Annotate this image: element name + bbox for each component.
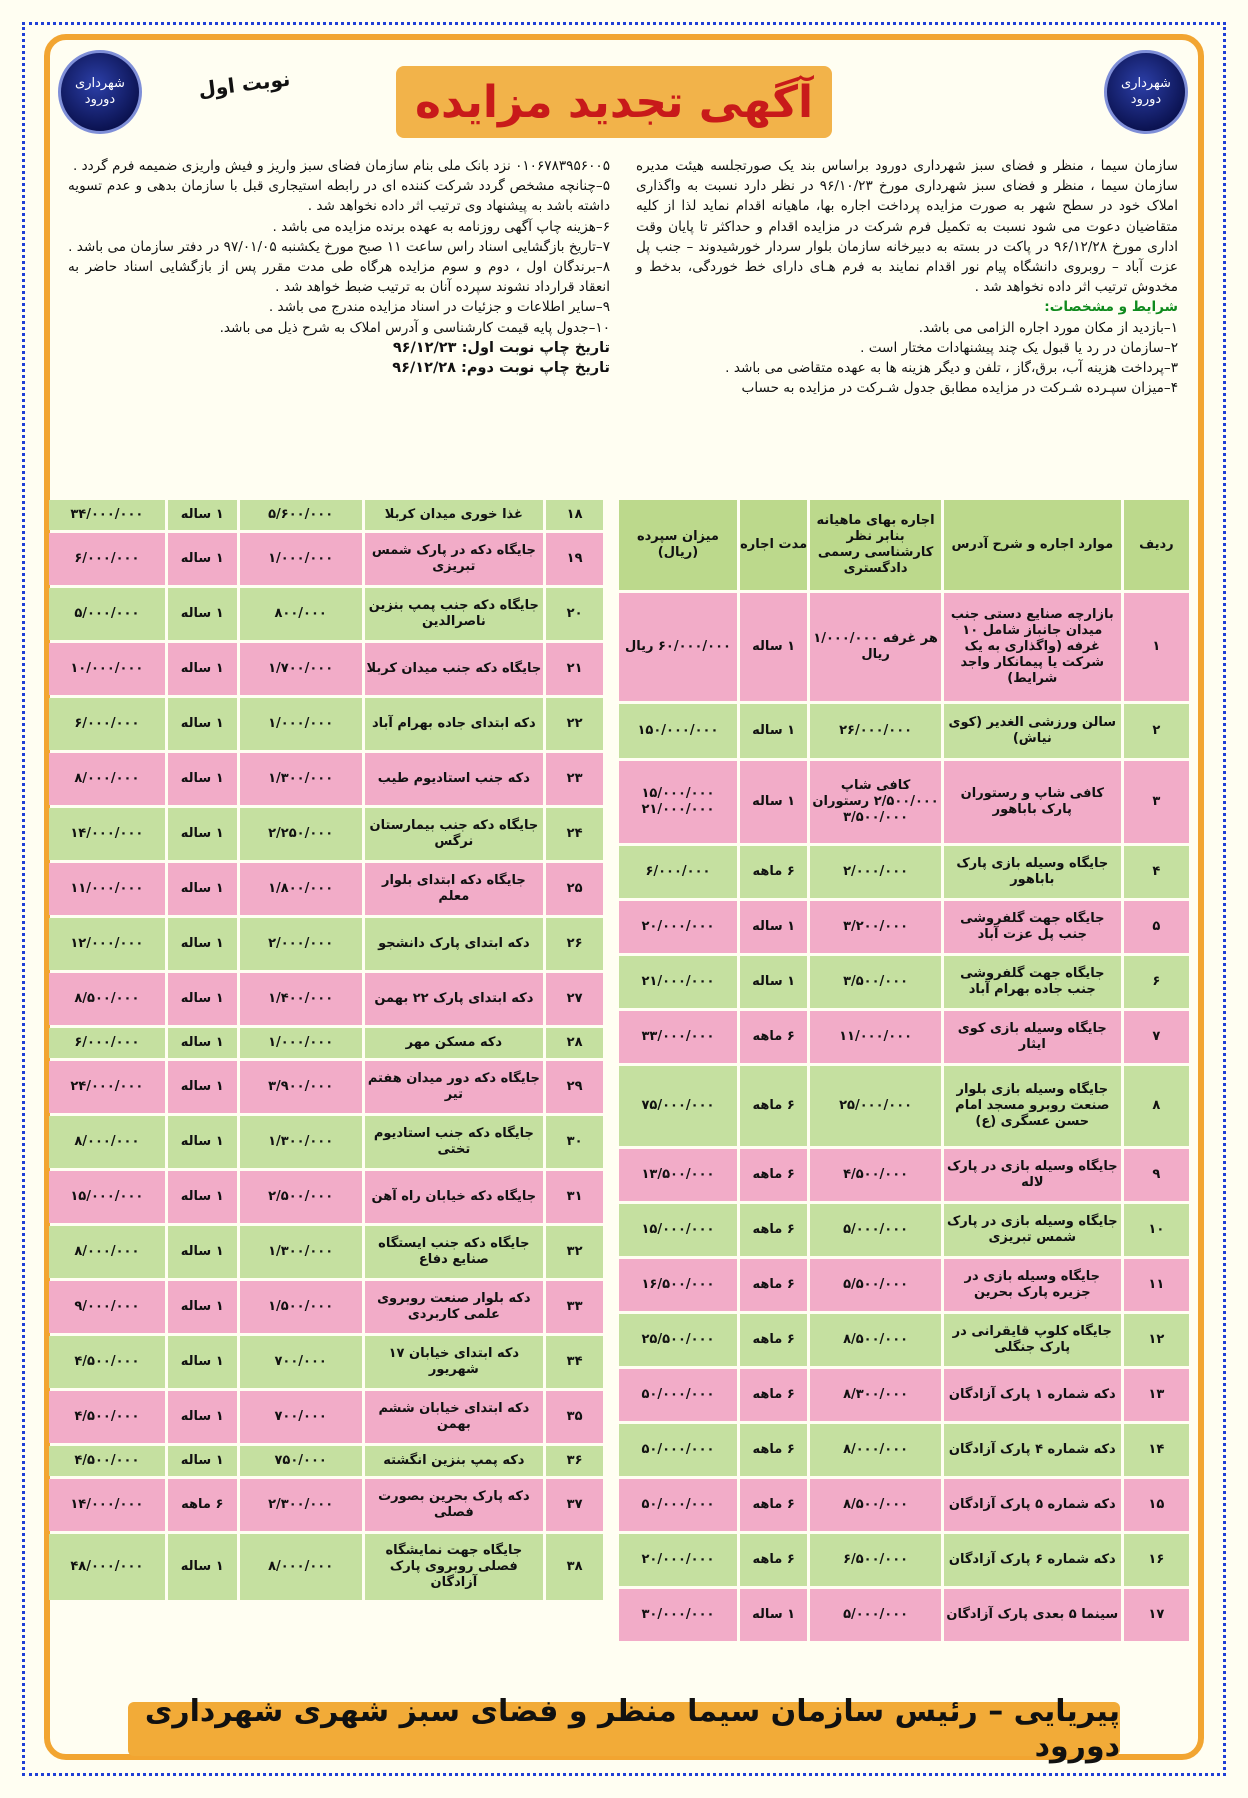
description-cell: سینما ۵ بعدی پارک آزادگان bbox=[944, 1589, 1121, 1641]
monthly-rent-cell: ۳/۹۰۰/۰۰۰ bbox=[240, 1061, 362, 1113]
print-date-first: تاریخ چاپ نوبت اول: ۹۶/۱۲/۲۳ bbox=[392, 339, 610, 356]
deposit-cell: ۱۴/۰۰۰/۰۰۰ bbox=[49, 808, 165, 860]
table-row bbox=[49, 1028, 603, 1058]
row-number-cell: ۲ bbox=[1124, 704, 1189, 758]
row-number-cell: ۱۲ bbox=[1124, 1314, 1189, 1366]
monthly-rent-cell: ۲/۳۰۰/۰۰۰ bbox=[240, 1479, 362, 1531]
lease-period-cell: ۶ ماهه bbox=[740, 1424, 807, 1476]
row-number-cell: ۱۱ bbox=[1124, 1259, 1189, 1311]
lease-period-cell: ۶ ماهه bbox=[740, 1259, 807, 1311]
lease-period-cell: ۱ ساله bbox=[168, 918, 237, 970]
lease-period-cell: ۱ ساله bbox=[168, 1116, 237, 1168]
description-cell: سالن ورزشی الغدیر (کوی نیاش) bbox=[944, 704, 1121, 758]
deposit-cell: ۸/۰۰۰/۰۰۰ bbox=[49, 1116, 165, 1168]
condition-item: ۵–چنانچه مشخص گردد شرکت کننده ای در رابطه استیجاری قبل با سازمان بدهی و عدم تسویه داشته باشد به پیشنهاد وی ترتیب اثر داده نخواهد شد . bbox=[68, 178, 610, 215]
monthly-rent-cell: ۵/۰۰۰/۰۰۰ bbox=[810, 1204, 941, 1256]
deposit-cell: ۶/۰۰۰/۰۰۰ bbox=[49, 698, 165, 750]
row-number-cell: ۱ bbox=[1124, 593, 1189, 701]
deposit-cell: ۵۰/۰۰۰/۰۰۰ bbox=[619, 1369, 737, 1421]
deposit-cell: ۱۰/۰۰۰/۰۰۰ bbox=[49, 643, 165, 695]
deposit-cell: ۱۵/۰۰۰/۰۰۰ bbox=[49, 1171, 165, 1223]
condition-item: ۸–برندگان اول ، دوم و سوم مزایده هرگاه طی مدت مقرر پس از بازگشایی اسناد حاضر به انعقاد قرارداد نشوند سپرده آنان به ترتیب ضبط خواهد شد . bbox=[68, 259, 610, 296]
table-row bbox=[619, 1259, 1189, 1311]
condition-item: ۰۱۰۶۷۸۳۹۵۶۰۰۵ نزد بانک ملی بنام سازمان فضای سبز واریز و فیش واریزی ضمیمه فرم گردد . bbox=[72, 158, 610, 174]
deposit-cell: ۱۳/۵۰۰/۰۰۰ bbox=[619, 1149, 737, 1201]
lease-period-cell: ۱ ساله bbox=[168, 1281, 237, 1333]
table-row bbox=[619, 1534, 1189, 1586]
description-cell: غذا خوری میدان کربلا bbox=[365, 500, 544, 530]
row-number-cell: ۴ bbox=[1124, 846, 1189, 898]
municipality-logo-left bbox=[58, 50, 142, 134]
deposit-cell: ۱۵۰/۰۰۰/۰۰۰ bbox=[619, 704, 737, 758]
header-deposit: میزان سپرده (ریال) bbox=[619, 500, 737, 590]
monthly-rent-cell: ۷۵۰/۰۰۰ bbox=[240, 1446, 362, 1476]
table-row bbox=[49, 1281, 603, 1333]
table-row bbox=[619, 1424, 1189, 1476]
condition-item: ۳–پرداخت هزینه آب، برق،گاز ، تلفن و دیگر هزینه ها به عهده متقاضی می باشد . bbox=[725, 360, 1178, 377]
monthly-rent-cell: ۱/۳۰۰/۰۰۰ bbox=[240, 753, 362, 805]
print-date-second: تاریخ چاپ نوبت دوم: ۹۶/۱۲/۲۸ bbox=[392, 360, 610, 377]
table-row bbox=[49, 1116, 603, 1168]
auction-table-right bbox=[616, 497, 1192, 1644]
row-number-cell: ۳۸ bbox=[546, 1534, 603, 1600]
deposit-cell: ۶/۰۰۰/۰۰۰ bbox=[619, 846, 737, 898]
description-cell: جایگاه کلوپ قایقرانی در پارک جنگلی bbox=[944, 1314, 1121, 1366]
deposit-cell: ۴/۵۰۰/۰۰۰ bbox=[49, 1446, 165, 1476]
description-cell: دکه شماره ۴ پارک آزادگان bbox=[944, 1424, 1121, 1476]
row-number-cell: ۳ bbox=[1124, 761, 1189, 843]
description-cell: جایگاه وسیله بازی در جزیره پارک بحرین bbox=[944, 1259, 1121, 1311]
header-row-number: ردیف bbox=[1124, 500, 1189, 590]
monthly-rent-cell: ۵/۰۰۰/۰۰۰ bbox=[810, 1589, 941, 1641]
description-cell: جایگاه وسیله بازی در پارک لاله bbox=[944, 1149, 1121, 1201]
table-row bbox=[49, 1336, 603, 1388]
row-number-cell: ۲۷ bbox=[546, 973, 603, 1025]
monthly-rent-cell: ۱/۸۰۰/۰۰۰ bbox=[240, 863, 362, 915]
deposit-cell: ۷۵/۰۰۰/۰۰۰ bbox=[619, 1066, 737, 1146]
row-number-cell: ۲۳ bbox=[546, 753, 603, 805]
row-number-cell: ۱۳ bbox=[1124, 1369, 1189, 1421]
row-number-cell: ۱۶ bbox=[1124, 1534, 1189, 1586]
deposit-cell: ۲۵/۵۰۰/۰۰۰ bbox=[619, 1314, 737, 1366]
description-cell: جایگاه دکه جنب پمپ بنزین ناصرالدین bbox=[365, 588, 544, 640]
description-cell: جایگاه دکه جنب میدان کربلا bbox=[365, 643, 544, 695]
auction-table-left bbox=[46, 497, 606, 1603]
description-cell: جایگاه وسیله بازی بلوار صنعت روبرو مسجد امام حسن عسگری (ع) bbox=[944, 1066, 1121, 1146]
lease-period-cell: ۶ ماهه bbox=[740, 1369, 807, 1421]
monthly-rent-cell: ۸/۵۰۰/۰۰۰ bbox=[810, 1314, 941, 1366]
lease-period-cell: ۱ ساله bbox=[740, 761, 807, 843]
row-number-cell: ۸ bbox=[1124, 1066, 1189, 1146]
table-row bbox=[49, 698, 603, 750]
description-cell: جایگاه جهت گلفروشی جنب جاده بهرام آباد bbox=[944, 956, 1121, 1008]
conditions-title: شرایط و مشخصات: bbox=[1044, 299, 1178, 316]
deposit-cell: ۵۰/۰۰۰/۰۰۰ bbox=[619, 1424, 737, 1476]
table-row bbox=[619, 1066, 1189, 1146]
description-cell: دکه شماره ۵ پارک آزادگان bbox=[944, 1479, 1121, 1531]
monthly-rent-cell: ۱/۰۰۰/۰۰۰ bbox=[240, 1028, 362, 1058]
monthly-rent-cell: ۴/۵۰۰/۰۰۰ bbox=[810, 1149, 941, 1201]
logo-text-right: شهرداری دورود bbox=[1121, 76, 1171, 107]
row-number-cell: ۳۷ bbox=[546, 1479, 603, 1531]
lease-period-cell: ۶ ماهه bbox=[168, 1479, 237, 1531]
lease-period-cell: ۱ ساله bbox=[168, 808, 237, 860]
page-title: آگهی تجدید مزایده bbox=[414, 76, 814, 128]
row-number-cell: ۳۴ bbox=[546, 1336, 603, 1388]
description-cell: دکه ابتدای پارک ۲۲ بهمن bbox=[365, 973, 544, 1025]
lease-period-cell: ۱ ساله bbox=[168, 533, 237, 585]
monthly-rent-cell: ۱/۴۰۰/۰۰۰ bbox=[240, 973, 362, 1025]
lease-period-cell: ۱ ساله bbox=[168, 588, 237, 640]
lease-period-cell: ۶ ماهه bbox=[740, 846, 807, 898]
table-row bbox=[619, 704, 1189, 758]
lease-period-cell: ۶ ماهه bbox=[740, 1479, 807, 1531]
deposit-cell: ۱۵/۰۰۰/۰۰۰ ۲۱/۰۰۰/۰۰۰ bbox=[619, 761, 737, 843]
deposit-cell: ۱۶/۵۰۰/۰۰۰ bbox=[619, 1259, 737, 1311]
lease-period-cell: ۶ ماهه bbox=[740, 1204, 807, 1256]
monthly-rent-cell: ۷۰۰/۰۰۰ bbox=[240, 1336, 362, 1388]
round-label: نوبت اول bbox=[196, 66, 292, 102]
row-number-cell: ۲۴ bbox=[546, 808, 603, 860]
table-row bbox=[619, 1149, 1189, 1201]
table-row bbox=[49, 1391, 603, 1443]
header-monthly-rent: اجاره بهای ماهیانه بنابر نظر کارشناسی رسمی دادگستری bbox=[810, 500, 941, 590]
deposit-cell: ۶۰/۰۰۰/۰۰۰ ریال bbox=[619, 593, 737, 701]
footer-signature: پیریایی – رئیس سازمان سیما منظر و فضای سبز شهری شهرداری دورود bbox=[144, 1694, 1120, 1764]
table-row bbox=[49, 808, 603, 860]
row-number-cell: ۳۲ bbox=[546, 1226, 603, 1278]
description-cell: دکه پارک بحرین بصورت فصلی bbox=[365, 1479, 544, 1531]
table-row bbox=[49, 533, 603, 585]
monthly-rent-cell: ۷۰۰/۰۰۰ bbox=[240, 1391, 362, 1443]
table-row bbox=[619, 1589, 1189, 1641]
lease-period-cell: ۱ ساله bbox=[168, 1226, 237, 1278]
monthly-rent-cell: ۵/۵۰۰/۰۰۰ bbox=[810, 1259, 941, 1311]
table-row bbox=[619, 1369, 1189, 1421]
monthly-rent-cell: ۲/۰۰۰/۰۰۰ bbox=[810, 846, 941, 898]
description-cell: جایگاه وسیله بازی کوی ایثار bbox=[944, 1011, 1121, 1063]
monthly-rent-cell: ۸۰۰/۰۰۰ bbox=[240, 588, 362, 640]
deposit-cell: ۵۰/۰۰۰/۰۰۰ bbox=[619, 1479, 737, 1531]
lease-period-cell: ۱ ساله bbox=[168, 1446, 237, 1476]
table-row bbox=[49, 1226, 603, 1278]
deposit-cell: ۲۰/۰۰۰/۰۰۰ bbox=[619, 1534, 737, 1586]
deposit-cell: ۶/۰۰۰/۰۰۰ bbox=[49, 1028, 165, 1058]
row-number-cell: ۱۸ bbox=[546, 500, 603, 530]
intro-paragraph: سازمان سیما ، منظر و فضای سبز شهرداری دورود براساس بند یک صورتجلسه هیئت مدیره سازمان سیما ، منظر و فضای سبز شهرداری مورخ ۹۶/۱۰/۲۳ در نظر دارد نسبت به واگذاری املاک خود در سطح شهر به صورت مزایده پرداخت اجاره بها، ماهیانه اقدام نماید لذا از کلیه متقاضیان دعوت می شود نسبت به تکمیل فرم شرکت در مزایده اقدام و حداکثر تا پایان وقت اداری مورخ ۹۶/۱۲/۲۸ در پاکت در بسته به دبیرخانه سازمان بلوار سردار خورشیدوند – جنب پل عزت آباد – روبروی دانشگاه پیام نور اقدام نمایند به فرم هـای دارای خط خوردگی، بدخط و مخدوش ترتیب اثر داده نخواهد شد . bbox=[636, 158, 1178, 296]
monthly-rent-cell: ۱۱/۰۰۰/۰۰۰ bbox=[810, 1011, 941, 1063]
description-cell: کافی شاپ و رستوران پارک باباهور bbox=[944, 761, 1121, 843]
description-cell: جایگاه وسیله بازی پارک باباهور bbox=[944, 846, 1121, 898]
description-cell: جایگاه دکه در پارک شمس تبریزی bbox=[365, 533, 544, 585]
condition-item: ۹–سایر اطلاعات و جزئیات در اسناد مزایده مندرج می باشد . bbox=[268, 299, 610, 316]
description-cell: جایگاه وسیله بازی در پارک شمس تبریزی bbox=[944, 1204, 1121, 1256]
table-row bbox=[49, 863, 603, 915]
table-row bbox=[619, 1314, 1189, 1366]
header-lease-period: مدت اجاره bbox=[740, 500, 807, 590]
deposit-cell: ۴۸/۰۰۰/۰۰۰ bbox=[49, 1534, 165, 1600]
lease-period-cell: ۱ ساله bbox=[168, 698, 237, 750]
table-row bbox=[49, 918, 603, 970]
lease-period-cell: ۱ ساله bbox=[168, 500, 237, 530]
description-cell: دکه شماره ۱ پارک آزادگان bbox=[944, 1369, 1121, 1421]
deposit-cell: ۴/۵۰۰/۰۰۰ bbox=[49, 1336, 165, 1388]
monthly-rent-cell: ۱/۷۰۰/۰۰۰ bbox=[240, 643, 362, 695]
description-cell: دکه ابتدای خیابان ۱۷ شهریور bbox=[365, 1336, 544, 1388]
deposit-cell: ۱۴/۰۰۰/۰۰۰ bbox=[49, 1479, 165, 1531]
lease-period-cell: ۱ ساله bbox=[168, 1171, 237, 1223]
lease-period-cell: ۶ ماهه bbox=[740, 1066, 807, 1146]
deposit-cell: ۳۰/۰۰۰/۰۰۰ bbox=[619, 1589, 737, 1641]
lease-period-cell: ۱ ساله bbox=[168, 643, 237, 695]
lease-period-cell: ۱ ساله bbox=[168, 753, 237, 805]
deposit-cell: ۲۱/۰۰۰/۰۰۰ bbox=[619, 956, 737, 1008]
intro-right-column bbox=[636, 156, 1178, 398]
monthly-rent-cell: ۳/۲۰۰/۰۰۰ bbox=[810, 901, 941, 953]
lease-period-cell: ۱ ساله bbox=[168, 1534, 237, 1600]
condition-item: ۴–میزان سپـرده شـرکت در مزایده مطابق جدول شـرکت در مزایده به حساب bbox=[741, 380, 1178, 397]
description-cell: دکه ابتدای پارک دانشجو bbox=[365, 918, 544, 970]
lease-period-cell: ۶ ماهه bbox=[740, 1149, 807, 1201]
lease-period-cell: ۱ ساله bbox=[740, 704, 807, 758]
monthly-rent-cell: ۸/۰۰۰/۰۰۰ bbox=[240, 1534, 362, 1600]
row-number-cell: ۱۹ bbox=[546, 533, 603, 585]
table-row bbox=[49, 1479, 603, 1531]
row-number-cell: ۲۵ bbox=[546, 863, 603, 915]
table-row bbox=[49, 588, 603, 640]
monthly-rent-cell: ۸/۰۰۰/۰۰۰ bbox=[810, 1424, 941, 1476]
condition-item: ۲–سازمان در رد یا قبول یک چند پیشنهادات مختار است . bbox=[860, 339, 1178, 356]
monthly-rent-cell: ۸/۳۰۰/۰۰۰ bbox=[810, 1369, 941, 1421]
condition-item: ۷–تاریخ بازگشایی اسناد راس ساعت ۱۱ صبح مورخ یکشنبه ۹۷/۰۱/۰۵ در دفتر سازمان می باشد . bbox=[68, 238, 610, 255]
description-cell: جایگاه جهت گلفروشی جنب پل عزت آباد bbox=[944, 901, 1121, 953]
monthly-rent-cell: ۱/۳۰۰/۰۰۰ bbox=[240, 1226, 362, 1278]
row-number-cell: ۱۰ bbox=[1124, 1204, 1189, 1256]
lease-period-cell: ۱ ساله bbox=[168, 973, 237, 1025]
deposit-cell: ۸/۵۰۰/۰۰۰ bbox=[49, 973, 165, 1025]
condition-item: ۶–هزینه چاپ آگهی روزنامه به عهده برنده مزایده می باشد . bbox=[272, 218, 610, 235]
row-number-cell: ۳۰ bbox=[546, 1116, 603, 1168]
table-row bbox=[49, 973, 603, 1025]
table-row bbox=[49, 1061, 603, 1113]
table-row bbox=[49, 753, 603, 805]
description-cell: جایگاه دکه جنب بیمارستان نرگس bbox=[365, 808, 544, 860]
row-number-cell: ۹ bbox=[1124, 1149, 1189, 1201]
monthly-rent-cell: ۲/۰۰۰/۰۰۰ bbox=[240, 918, 362, 970]
lease-period-cell: ۱ ساله bbox=[740, 956, 807, 1008]
condition-item: ۱۰–جدول پایه قیمت کارشناسی و آدرس املاک به شرح ذیل می باشد. bbox=[219, 319, 610, 336]
table-row bbox=[619, 1011, 1189, 1063]
description-cell: جایگاه دکه جنب ایستگاه صنایع دفاع bbox=[365, 1226, 544, 1278]
lease-period-cell: ۶ ماهه bbox=[740, 1011, 807, 1063]
row-number-cell: ۱۴ bbox=[1124, 1424, 1189, 1476]
table-row bbox=[619, 761, 1189, 843]
table-row bbox=[619, 846, 1189, 898]
lease-period-cell: ۱ ساله bbox=[168, 1028, 237, 1058]
logo-text-left: شهرداری دورود bbox=[75, 76, 125, 107]
lease-period-cell: ۱ ساله bbox=[168, 863, 237, 915]
monthly-rent-cell: ۸/۵۰۰/۰۰۰ bbox=[810, 1479, 941, 1531]
lease-period-cell: ۱ ساله bbox=[740, 1589, 807, 1641]
deposit-cell: ۱۵/۰۰۰/۰۰۰ bbox=[619, 1204, 737, 1256]
row-number-cell: ۲۶ bbox=[546, 918, 603, 970]
description-cell: دکه بلوار صنعت روبروی علمی کاربردی bbox=[365, 1281, 544, 1333]
table-row bbox=[49, 1171, 603, 1223]
description-cell: جایگاه دکه جنب استادیوم تختی bbox=[365, 1116, 544, 1168]
title-banner bbox=[396, 66, 832, 138]
deposit-cell: ۱۲/۰۰۰/۰۰۰ bbox=[49, 918, 165, 970]
description-cell: جایگاه دکه ابتدای بلوار معلم bbox=[365, 863, 544, 915]
row-number-cell: ۶ bbox=[1124, 956, 1189, 1008]
header-description: موارد اجاره و شرح آدرس bbox=[944, 500, 1121, 590]
row-number-cell: ۲۹ bbox=[546, 1061, 603, 1113]
table-row bbox=[49, 500, 603, 530]
description-cell: دکه شماره ۶ پارک آزادگان bbox=[944, 1534, 1121, 1586]
row-number-cell: ۷ bbox=[1124, 1011, 1189, 1063]
lease-period-cell: ۶ ماهه bbox=[740, 1534, 807, 1586]
monthly-rent-cell: ۵/۶۰۰/۰۰۰ bbox=[240, 500, 362, 530]
description-cell: دکه مسکن مهر bbox=[365, 1028, 544, 1058]
monthly-rent-cell: هر غرفه ۱/۰۰۰/۰۰۰ ریال bbox=[810, 593, 941, 701]
description-cell: دکه پمپ بنزین انگشته bbox=[365, 1446, 544, 1476]
deposit-cell: ۲۰/۰۰۰/۰۰۰ bbox=[619, 901, 737, 953]
description-cell: دکه ابتدای جاده بهرام آباد bbox=[365, 698, 544, 750]
deposit-cell: ۶/۰۰۰/۰۰۰ bbox=[49, 533, 165, 585]
row-number-cell: ۲۸ bbox=[546, 1028, 603, 1058]
table-row bbox=[619, 593, 1189, 701]
description-cell: دکه ابتدای خیابان ششم بهمن bbox=[365, 1391, 544, 1443]
row-number-cell: ۳۳ bbox=[546, 1281, 603, 1333]
row-number-cell: ۲۰ bbox=[546, 588, 603, 640]
monthly-rent-cell: ۱/۵۰۰/۰۰۰ bbox=[240, 1281, 362, 1333]
lease-period-cell: ۱ ساله bbox=[740, 593, 807, 701]
deposit-cell: ۹/۰۰۰/۰۰۰ bbox=[49, 1281, 165, 1333]
deposit-cell: ۱۱/۰۰۰/۰۰۰ bbox=[49, 863, 165, 915]
monthly-rent-cell: کافی شاپ ۲/۵۰۰/۰۰۰ رستوران ۳/۵۰۰/۰۰۰ bbox=[810, 761, 941, 843]
deposit-cell: ۳۴/۰۰۰/۰۰۰ bbox=[49, 500, 165, 530]
table-row bbox=[619, 956, 1189, 1008]
intro-left-column bbox=[68, 156, 610, 378]
row-number-cell: ۲۱ bbox=[546, 643, 603, 695]
deposit-cell: ۵/۰۰۰/۰۰۰ bbox=[49, 588, 165, 640]
lease-period-cell: ۶ ماهه bbox=[740, 1314, 807, 1366]
description-cell: جایگاه دکه خیابان راه آهن bbox=[365, 1171, 544, 1223]
monthly-rent-cell: ۳/۵۰۰/۰۰۰ bbox=[810, 956, 941, 1008]
lease-period-cell: ۱ ساله bbox=[168, 1336, 237, 1388]
table-row bbox=[49, 643, 603, 695]
monthly-rent-cell: ۶/۵۰۰/۰۰۰ bbox=[810, 1534, 941, 1586]
description-cell: دکه جنب استادیوم طیب bbox=[365, 753, 544, 805]
lease-period-cell: ۱ ساله bbox=[740, 901, 807, 953]
footer-banner bbox=[128, 1694, 1120, 1764]
row-number-cell: ۵ bbox=[1124, 901, 1189, 953]
monthly-rent-cell: ۲۵/۰۰۰/۰۰۰ bbox=[810, 1066, 941, 1146]
table-row bbox=[49, 1534, 603, 1600]
lease-period-cell: ۱ ساله bbox=[168, 1391, 237, 1443]
deposit-cell: ۴/۵۰۰/۰۰۰ bbox=[49, 1391, 165, 1443]
monthly-rent-cell: ۱/۳۰۰/۰۰۰ bbox=[240, 1116, 362, 1168]
row-number-cell: ۳۱ bbox=[546, 1171, 603, 1223]
lease-period-cell: ۱ ساله bbox=[168, 1061, 237, 1113]
deposit-cell: ۸/۰۰۰/۰۰۰ bbox=[49, 1226, 165, 1278]
monthly-rent-cell: ۲/۲۵۰/۰۰۰ bbox=[240, 808, 362, 860]
municipality-logo-right bbox=[1104, 50, 1188, 134]
monthly-rent-cell: ۱/۰۰۰/۰۰۰ bbox=[240, 698, 362, 750]
deposit-cell: ۲۴/۰۰۰/۰۰۰ bbox=[49, 1061, 165, 1113]
condition-item: ۱–بازدید از مکان مورد اجاره الزامی می باشد. bbox=[918, 319, 1178, 336]
row-number-cell: ۳۵ bbox=[546, 1391, 603, 1443]
description-cell: بازارچه صنایع دستی جنب میدان جانباز شامل ۱۰ غرفه (واگذاری به یک شرکت یا پیمانکار واجد شرایط) bbox=[944, 593, 1121, 701]
table-row bbox=[49, 1446, 603, 1476]
row-number-cell: ۱۷ bbox=[1124, 1589, 1189, 1641]
row-number-cell: ۱۵ bbox=[1124, 1479, 1189, 1531]
row-number-cell: ۳۶ bbox=[546, 1446, 603, 1476]
table-row bbox=[619, 1204, 1189, 1256]
monthly-rent-cell: ۲۶/۰۰۰/۰۰۰ bbox=[810, 704, 941, 758]
table-row bbox=[619, 901, 1189, 953]
monthly-rent-cell: ۲/۵۰۰/۰۰۰ bbox=[240, 1171, 362, 1223]
table-header-row bbox=[619, 500, 1189, 590]
monthly-rent-cell: ۱/۰۰۰/۰۰۰ bbox=[240, 533, 362, 585]
table-row bbox=[619, 1479, 1189, 1531]
deposit-cell: ۳۳/۰۰۰/۰۰۰ bbox=[619, 1011, 737, 1063]
description-cell: جایگاه جهت نمایشگاه فصلی روبروی پارک آزادگان bbox=[365, 1534, 544, 1600]
deposit-cell: ۸/۰۰۰/۰۰۰ bbox=[49, 753, 165, 805]
row-number-cell: ۲۲ bbox=[546, 698, 603, 750]
description-cell: جایگاه دکه دور میدان هفتم تیر bbox=[365, 1061, 544, 1113]
